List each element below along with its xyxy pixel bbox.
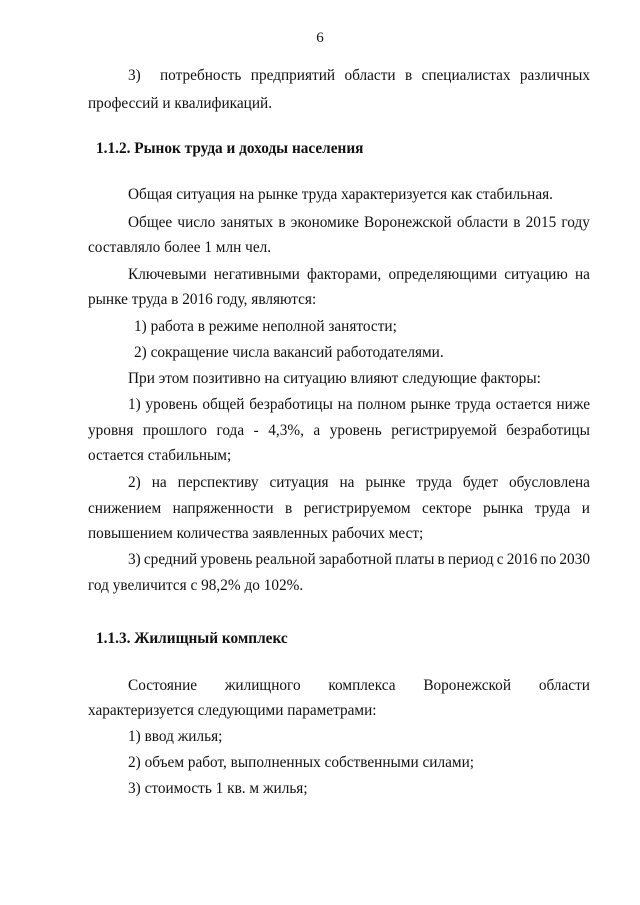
word: 1) [128,396,141,413]
housing-list-item-2: 2) объем работ, выполненных собственными силами; [128,754,475,771]
word: прошлого [142,422,207,439]
word: 2) [128,474,141,491]
word: труда [455,396,491,413]
word: специалистах [421,67,511,84]
word: уровень [329,422,382,439]
word: 2016 [506,551,538,568]
item3-number: 3) [128,67,141,84]
word: будет [462,474,499,491]
word: в [513,214,521,231]
factor2-line3: повышением количества заявленных рабочих мест; [88,525,424,542]
word: обусловлена [508,474,590,491]
word: с [496,551,504,568]
word: рынка [483,500,524,517]
word: - [253,422,259,439]
list-item-part-time: 1) работа в режиме неполной занятости; [134,318,397,335]
word: заработной [318,551,393,568]
word: рынке [365,474,406,491]
factor3-line1 [128,550,590,570]
word: жилищного [224,677,301,694]
word: на [574,266,590,283]
item3-line2: профессий и квалификаций. [88,95,273,112]
item3-line1 [160,66,590,86]
word: экономике [290,214,359,231]
word: занятых [220,214,274,231]
paragraph-employed-line2: составляло более 1 млн чел. [88,239,272,256]
word: 3) [128,551,141,568]
paragraph-employed-line1 [128,213,590,233]
word: реальной [255,551,316,568]
word: факторами, [307,266,382,283]
list-item-vacancy-reduction: 2) сокращение числа вакансий работодателями. [134,344,444,361]
word: ниже [556,396,590,413]
section-heading-1-1-3: 1.1.3. Жилищный комплекс [96,630,288,647]
word: году [561,214,590,231]
word: негативными [213,266,300,283]
housing-paragraph-line2: характеризуется следующими параметрами: [88,702,377,719]
page-number: 6 [316,30,324,46]
word: безработицы [506,422,590,439]
word: регистрируемой [391,422,497,439]
paragraph-key-factors-line2: рынке труда в 2016 году, являются: [88,291,317,308]
word: области [456,214,509,231]
word: на [151,474,167,491]
factor2-line1 [128,473,590,493]
word: Ключевыми [128,266,207,283]
housing-list-item-3: 3) стоимость 1 кв. м жилья; [128,780,308,797]
word: перспективу [177,474,259,491]
word: безработицы [249,396,333,413]
word: в [285,500,293,517]
word: остается [495,396,552,413]
word: потребность [160,67,242,84]
word: Воронежской [364,214,452,231]
paragraph-positive-factors: При этом позитивно на ситуацию влияют следующие факторы: [128,370,541,387]
word: Общее [128,214,173,231]
paragraph-key-factors-line1 [128,265,590,285]
word: комплекса [328,677,396,694]
word: регистрируемом [303,500,411,517]
word: рынке [410,396,451,413]
factor3-line2: год увеличится с 98,2% до 102%. [88,577,304,594]
word: труда [416,474,452,491]
word: снижением [88,500,162,517]
word: уровня [88,422,134,439]
word: области [538,677,590,694]
factor1-line3: остается стабильным; [88,447,232,464]
word: Воронежской [423,677,512,694]
word: а [313,422,321,439]
housing-paragraph-line1 [128,676,590,696]
word: 2030 [559,551,590,568]
word: по [540,551,557,568]
word: секторе [422,500,472,517]
word: в [404,67,413,84]
word: Состояние [128,677,198,694]
word: период [447,551,494,568]
word: ситуация [269,474,329,491]
word: напряженности [172,500,274,517]
word: года [216,422,245,439]
housing-list-item-1: 1) ввод жилья; [128,728,223,745]
word: уровень [200,551,253,568]
factor2-line2 [88,499,590,519]
word: и [581,500,590,517]
word: на [339,474,355,491]
word: области [344,67,396,84]
word: в [437,551,445,568]
word: 4,3%, [268,422,304,439]
word: уровень [145,396,198,413]
factor1-line1 [128,395,590,415]
word: платы [395,551,435,568]
word: на [337,396,353,413]
word: предприятий [250,67,336,84]
word: труда [534,500,571,517]
word: полном [357,396,406,413]
word: различных [519,67,590,84]
word: определяющими [388,266,498,283]
word: число [177,214,216,231]
word: средний [143,551,198,568]
word: 2015 [525,214,557,231]
section-heading-1-1-2: 1.1.2. Рынок труда и доходы населения [96,140,364,157]
word: в [278,214,286,231]
word: общей [202,396,245,413]
word: ситуацию [504,266,568,283]
factor1-line2 [88,421,590,441]
paragraph-general-situation: Общая ситуация на рынке труда характеризуется как стабильная. [128,186,553,203]
